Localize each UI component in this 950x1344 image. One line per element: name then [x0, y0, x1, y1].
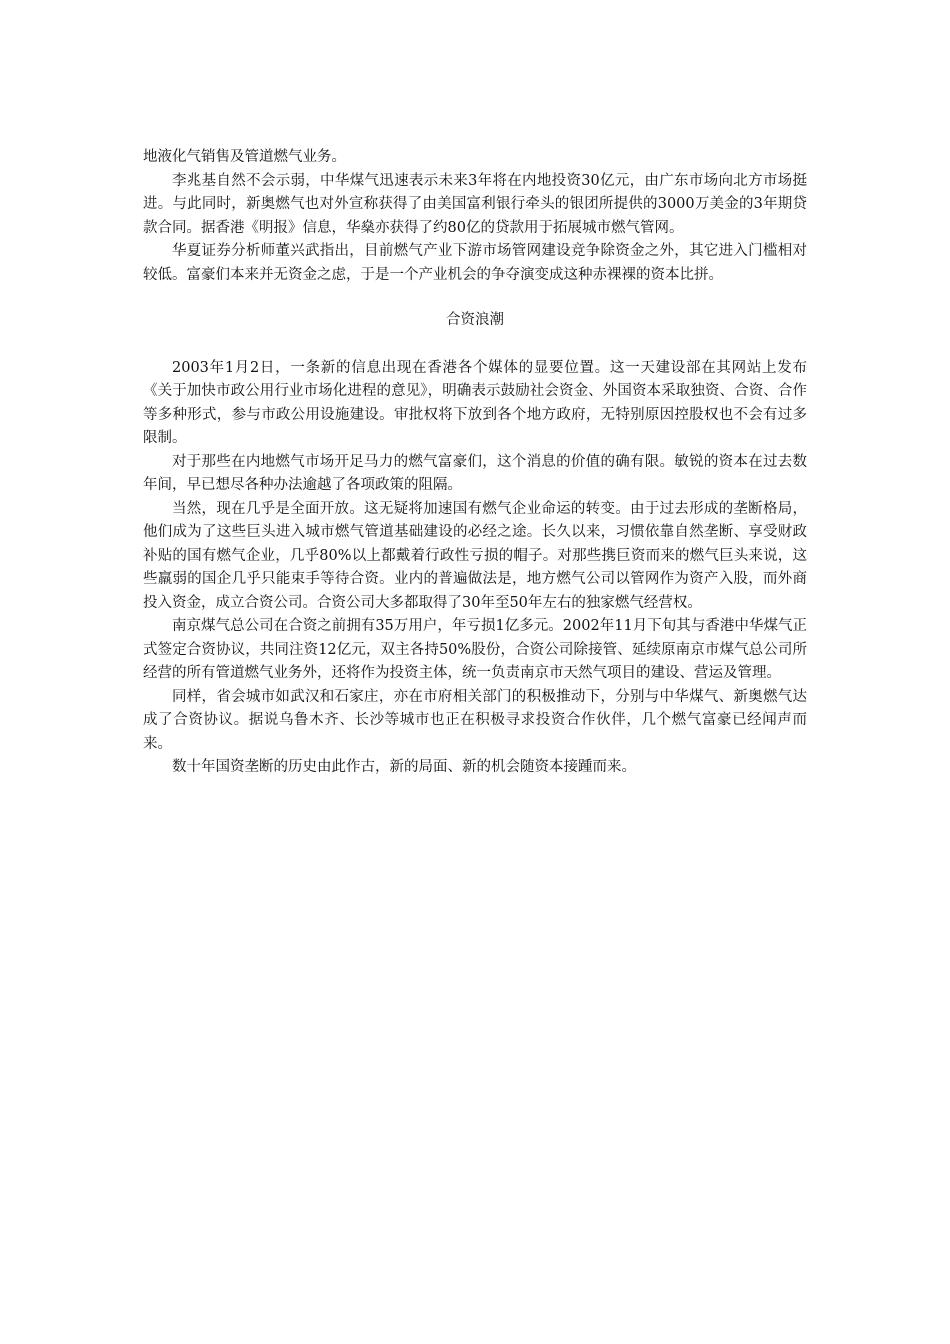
- paragraph: 当然，现在几乎是全面开放。这无疑将加速国有燃气企业命运的转变。由于过去形成的垄断格局，他们成为了这些巨头进入城市燃气管道基础建设的必经之途。长久以来，习惯依靠自然垄断、享受财政补贴的国有燃气企业，几乎80%以上都戴着行政性亏损的帽子。对那些携巨资而来的燃气巨头来说，这些羸弱的国企几乎只能束手等待合资。业内的普遍做法是，地方燃气公司以管网作为资产入股，而外商投入资金，成立合资公司。合资公司大多都取得了30年至50年左右的独家燃气经营权。: [143, 500, 807, 611]
- paragraph-continued: 地液化气销售及管道燃气业务。: [143, 149, 346, 165]
- paragraph: 2003年1月2日，一条新的信息出现在香港各个媒体的显要位置。这一天建设部在其网站上发布《关于加快市政公用行业市场化进程的意见》，明确表示鼓励社会资金、外国资本采取独资、合资、合作等多种形式，参与市政公用设施建设。审批权将下放到各个地方政府，无特别原因控股权也不会有过多限制。: [143, 359, 807, 446]
- paragraph: 同样，省会城市如武汉和石家庄，亦在市府相关部门的积极推动下，分别与中华煤气、新奥燃气达成了合资协议。据说乌鲁木齐、长沙等城市也正在积极寻求投资合作伙伴，几个燃气富豪已经闻声而来。: [143, 688, 807, 752]
- article-body: [143, 146, 807, 780]
- paragraph: 李兆基自然不会示弱，中华煤气迅速表示未来3年将在内地投资30亿元，由广东市场向北方市场挺进。与此同时，新奥燃气也对外宣称获得了由美国富利银行牵头的银团所提供的3000万美金的3年期贷款合同。据香港《明报》信息，华燊亦获得了约80亿的贷款用于拓展城市燃气管网。: [143, 172, 807, 236]
- paragraph: 对于那些在内地燃气市场开足马力的燃气富豪们，这个消息的价值的确有限。敏锐的资本在过去数年间，早已想尽各种办法逾越了各项政策的阻隔。: [143, 453, 807, 493]
- section-heading: 合资浪潮: [446, 312, 504, 328]
- paragraph: 华夏证券分析师董兴武指出，目前燃气产业下游市场管网建设竞争除资金之外，其它进入门槛相对较低。富豪们本来并无资金之虑，于是一个产业机会的争夺演变成这种赤裸裸的资本比拼。: [143, 243, 807, 283]
- paragraph: 南京煤气总公司在合资之前拥有35万用户，年亏损1亿多元。2002年11月下旬其与香港中华煤气正式签定合资协议，共同注资12亿元，双主各持50%股份，合资公司除接管、延续原南京市煤气总公司所经营的所有管道燃气业务外，还将作为投资主体，统一负责南京市天然气项目的建设、营运及管理。: [143, 618, 807, 681]
- paragraph: 数十年国资垄断的历史由此作古，新的局面、新的机会随资本接踵而来。: [172, 759, 636, 775]
